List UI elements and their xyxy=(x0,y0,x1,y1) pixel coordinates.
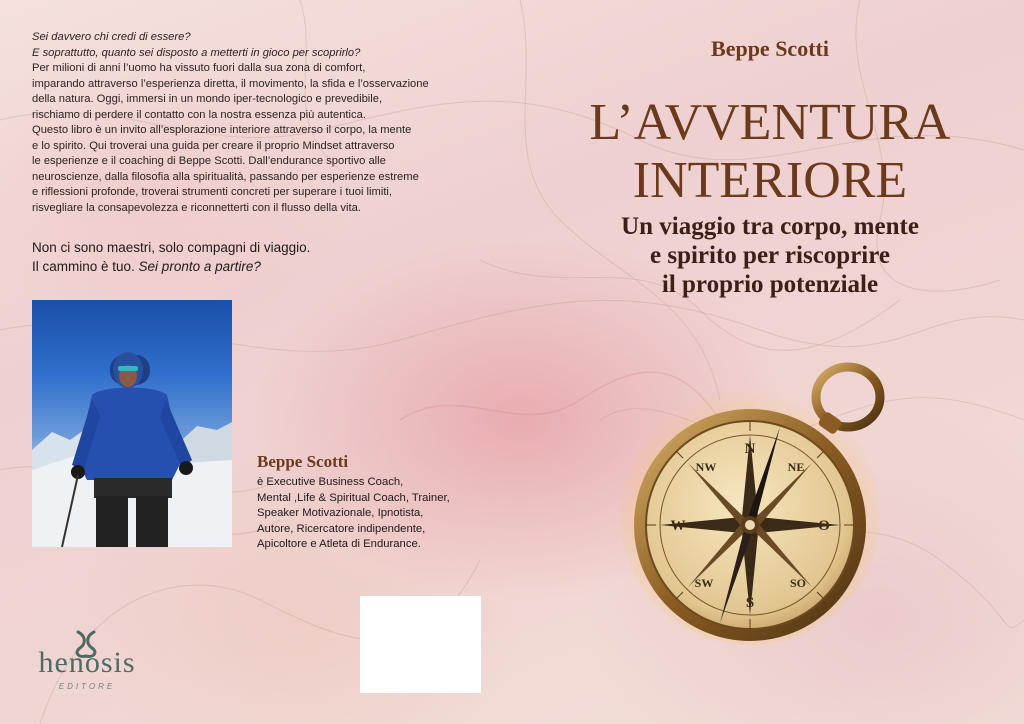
bio-line: Mental ,Life & Spiritual Coach, Trainer, xyxy=(257,491,450,504)
compass-icon xyxy=(620,355,910,645)
description-line: le esperienze e il coaching di Beppe Scotti. Dall’endurance sportivo alle xyxy=(32,155,386,167)
subtitle-line: Un viaggio tra corpo, mente xyxy=(621,213,919,240)
compass-letter-w: W xyxy=(670,518,686,534)
bio-line: Autore, Ricercatore indipendente, xyxy=(257,522,426,535)
compass-letter-n: N xyxy=(744,441,756,457)
title-line-2: INTERIORE xyxy=(632,152,908,209)
title-line-1: L’AVVENTURA xyxy=(589,94,951,151)
bio-line: Speaker Motivazionale, Ipnotista, xyxy=(257,507,424,519)
intro-question-1: Sei davvero chi credi di essere? xyxy=(32,31,191,43)
author-photo-illustration xyxy=(32,300,232,547)
description-line: risvegliare la consapevolezza e riconnetterti con il flusso della vita. xyxy=(32,201,361,214)
front-author: Beppe Scotti xyxy=(711,36,829,61)
barcode-placeholder xyxy=(360,596,481,693)
author-photo xyxy=(32,300,232,547)
back-cover-description xyxy=(32,30,482,216)
description-line: e lo spirito. Qui troverai una guida per creare il proprio Mindset attraverso xyxy=(32,139,395,152)
description-line: Per milioni di anni l’uomo ha vissuto fuori dalla sua zona di comfort, xyxy=(32,62,366,74)
book-title xyxy=(540,94,1000,210)
compass-letter-se: SO xyxy=(789,576,807,590)
description-line: della natura. Oggi, immersi in un mondo iper-tecnologico e prevedibile, xyxy=(32,93,383,105)
description-line: rischiamo di perdere il contatto con la nostra essenza più autentica. xyxy=(32,108,366,121)
description-line: imparando attraverso l’esperienza diretta, il movimento, la sfida e l’osservazione xyxy=(32,77,429,90)
compass-letter-sw: SW xyxy=(694,576,714,590)
bio-description xyxy=(257,475,487,553)
back-cover-quote xyxy=(32,238,482,276)
subtitle-line: e spirito per riscoprire xyxy=(650,242,890,269)
compass-letter-ne: NE xyxy=(787,460,805,474)
bio-line: è Executive Business Coach, xyxy=(257,476,404,488)
publisher-name: henosis xyxy=(38,646,136,679)
quote-line-2-plain: Il cammino è tuo. xyxy=(32,259,139,274)
bio-line: Apicoltore e Atleta di Endurance. xyxy=(257,538,421,550)
book-subtitle xyxy=(560,212,980,299)
description-line: e riflessioni profonde, troverai strumenti concreti per superare i tuoi limiti, xyxy=(32,186,393,198)
compass-letter-s: S xyxy=(745,595,755,611)
description-line: neuroscienze, dalla filosofia alla spiritualità, passando per esperienze estreme xyxy=(32,170,419,183)
compass-letter-e: O xyxy=(818,518,830,534)
quote-line-2 xyxy=(32,257,482,276)
compass-letter-nw: NW xyxy=(695,460,717,474)
intro-question-2: E soprattutto, quanto sei disposto a metterti in gioco per scoprirlo? xyxy=(32,46,361,59)
bio-author-name: Beppe Scotti xyxy=(257,452,349,471)
description-line: Questo libro è un invito all’esplorazione interiore attraverso il corpo, la mente xyxy=(32,124,412,136)
quote-line-2-italic: Sei pronto a partire? xyxy=(138,259,261,274)
quote-line-1: Non ci sono maestri, solo compagni di viaggio. xyxy=(32,240,311,255)
publisher-subtitle: EDITORE xyxy=(58,682,116,691)
subtitle-line: il proprio potenziale xyxy=(661,271,879,298)
